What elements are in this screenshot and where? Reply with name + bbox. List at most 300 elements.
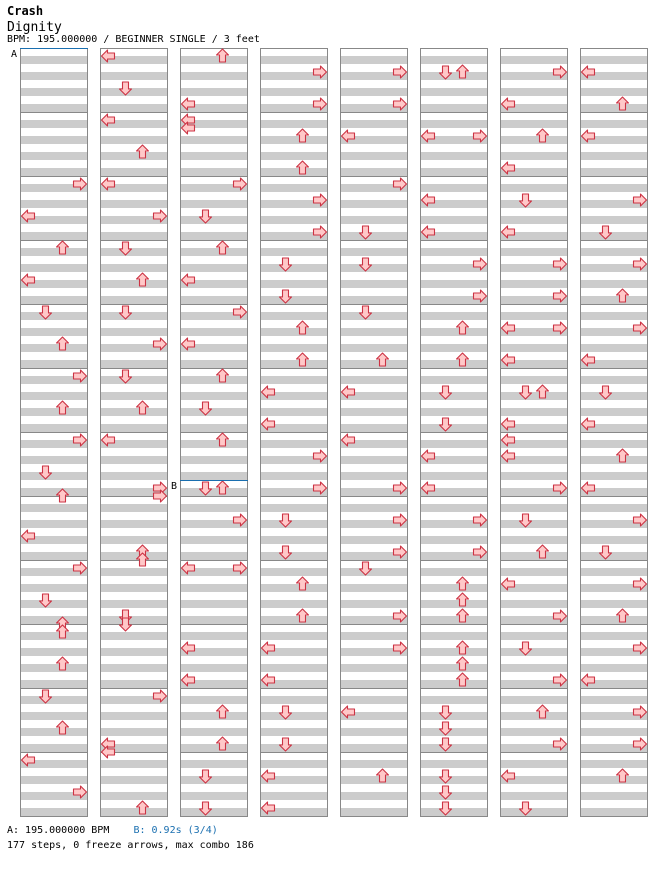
measure-stripe-light [100, 672, 168, 680]
measure-stripe-dark [340, 744, 408, 752]
measure-stripe-dark [180, 440, 248, 448]
measure-stripe-light [500, 496, 568, 504]
measure-stripe-light [100, 528, 168, 536]
measure-stripe-light [420, 688, 488, 696]
measure-stripe-dark [420, 472, 488, 480]
measure-stripe-light [260, 736, 328, 744]
measure-stripe-light [180, 432, 248, 440]
legend-line [7, 825, 218, 836]
measure-stripe-dark [180, 696, 248, 704]
measure-stripe-light [20, 736, 88, 744]
measure-stripe-light [180, 688, 248, 696]
measure-stripe-light [180, 288, 248, 296]
measure-stripe-light [100, 320, 168, 328]
measure-stripe-light [260, 288, 328, 296]
measure-stripe-light [180, 576, 248, 584]
measure-stripe-light [180, 704, 248, 712]
measure-stripe-light [420, 496, 488, 504]
measure-stripe-dark [340, 328, 408, 336]
measure-stripe-light [100, 800, 168, 808]
measure-stripe-light [100, 400, 168, 408]
measure-stripe-dark [180, 232, 248, 240]
measure-stripe-dark [260, 600, 328, 608]
measure-stripe-light [180, 240, 248, 248]
measure-stripe-dark [580, 664, 648, 672]
measure-stripe-light [20, 512, 88, 520]
measure-stripe-light [500, 144, 568, 152]
legend-a: A: 195.000000 BPM [7, 825, 110, 836]
measure-stripe-light [340, 752, 408, 760]
measure-stripe-dark [20, 552, 88, 560]
measure-stripe-dark [340, 632, 408, 640]
measure-stripe-light [580, 688, 648, 696]
measure-stripe-light [420, 416, 488, 424]
measure-stripe-light [340, 736, 408, 744]
measure-stripe-light [500, 128, 568, 136]
measure-stripe-light [420, 80, 488, 88]
measure-stripe-light [580, 656, 648, 664]
measure-stripe-light [580, 384, 648, 392]
measure-stripe-light [180, 528, 248, 536]
measure-stripe-light [100, 128, 168, 136]
measure-stripe-light [340, 256, 408, 264]
measure-stripe-dark [580, 248, 648, 256]
measure-stripe-dark [340, 264, 408, 272]
measure-stripe-dark [500, 136, 568, 144]
measure-stripe-dark [100, 776, 168, 784]
measure-stripe-light [500, 704, 568, 712]
measure-stripe-dark [260, 760, 328, 768]
measure-stripe-dark [340, 408, 408, 416]
measure-stripe-dark [340, 312, 408, 320]
measure-stripe-dark [20, 344, 88, 352]
measure-stripe-dark [180, 168, 248, 176]
measure-stripe-light [260, 576, 328, 584]
measure-stripe-dark [20, 72, 88, 80]
measure-stripe-light [340, 560, 408, 568]
measure-stripe-light [420, 768, 488, 776]
measure-stripe-dark [420, 568, 488, 576]
measure-stripe-dark [20, 168, 88, 176]
measure-stripe-light [580, 224, 648, 232]
measure-stripe-light [260, 464, 328, 472]
measure-stripe-dark [20, 120, 88, 128]
measure-stripe-dark [580, 232, 648, 240]
measure-stripe-light [180, 768, 248, 776]
measure-stripe-dark [500, 152, 568, 160]
measure-stripe-dark [180, 200, 248, 208]
measure-stripe-light [260, 704, 328, 712]
measure-stripe-dark [180, 328, 248, 336]
measure-stripe-light [420, 704, 488, 712]
measure-stripe-dark [580, 472, 648, 480]
measure-stripe-light [100, 256, 168, 264]
measure-stripe-dark [100, 456, 168, 464]
measure-stripe-light [580, 528, 648, 536]
measure-stripe-dark [100, 376, 168, 384]
measure-stripe-light [500, 368, 568, 376]
measure-stripe-light [260, 720, 328, 728]
measure-stripe-dark [180, 600, 248, 608]
measure-stripe-light [580, 336, 648, 344]
measure-stripe-light [180, 720, 248, 728]
measure-stripe-light [500, 512, 568, 520]
measure-stripe-light [340, 576, 408, 584]
marker-label: A [11, 49, 18, 60]
measure-stripe-dark [340, 728, 408, 736]
measure-stripe-dark [100, 568, 168, 576]
measure-stripe-light [20, 112, 88, 120]
measure-stripe-light [100, 304, 168, 312]
measure-stripe-light [180, 400, 248, 408]
chart-info: BPM: 195.000000 / BEGINNER SINGLE / 3 feet [7, 34, 260, 45]
measure-stripe-dark [180, 72, 248, 80]
measure-stripe-dark [100, 360, 168, 368]
measure-stripe-light [420, 640, 488, 648]
measure-stripe-dark [500, 376, 568, 384]
measure-stripe-dark [340, 216, 408, 224]
measure-stripe-dark [20, 136, 88, 144]
measure-stripe-dark [180, 216, 248, 224]
measure-stripe-dark [500, 568, 568, 576]
measure-stripe-light [260, 320, 328, 328]
measure-stripe-light [580, 288, 648, 296]
measure-stripe-dark [20, 232, 88, 240]
measure-stripe-dark [180, 264, 248, 272]
measure-stripe-dark [20, 248, 88, 256]
measure-stripe-dark [260, 152, 328, 160]
measure-stripe-light [20, 544, 88, 552]
measure-stripe-dark [260, 712, 328, 720]
measure-stripe-light [100, 272, 168, 280]
measure-stripe-dark [580, 296, 648, 304]
measure-stripe-dark [580, 280, 648, 288]
measure-stripe-light [260, 144, 328, 152]
measure-stripe-light [340, 240, 408, 248]
measure-stripe-light [100, 464, 168, 472]
measure-stripe-light [20, 800, 88, 808]
measure-stripe-light [420, 400, 488, 408]
measure-stripe-light [20, 688, 88, 696]
measure-stripe-light [340, 272, 408, 280]
measure-stripe-light [100, 80, 168, 88]
measure-stripe-dark [100, 408, 168, 416]
measure-stripe-light [20, 624, 88, 632]
measure-stripe-light [180, 256, 248, 264]
measure-stripe-dark [260, 280, 328, 288]
measure-stripe-dark [580, 88, 648, 96]
measure-stripe-light [580, 160, 648, 168]
measure-stripe-dark [260, 312, 328, 320]
measure-stripe-light [340, 672, 408, 680]
measure-stripe-dark [180, 360, 248, 368]
measure-stripe-light [180, 416, 248, 424]
measure-stripe-light [340, 768, 408, 776]
measure-stripe-light [340, 160, 408, 168]
measure-stripe-light [500, 272, 568, 280]
measure-stripe-dark [340, 696, 408, 704]
measure-stripe-light [20, 336, 88, 344]
measure-stripe-light [340, 592, 408, 600]
measure-stripe-dark [340, 584, 408, 592]
measure-stripe-dark [180, 456, 248, 464]
measure-stripe-light [260, 592, 328, 600]
measure-stripe-light [340, 80, 408, 88]
measure-stripe-light [260, 240, 328, 248]
measure-stripe-light [260, 512, 328, 520]
measure-stripe-dark [340, 248, 408, 256]
measure-stripe-dark [500, 200, 568, 208]
measure-stripe-dark [20, 472, 88, 480]
measure-stripe-light [580, 560, 648, 568]
measure-stripe-light [260, 608, 328, 616]
measure-stripe-light [420, 144, 488, 152]
measure-stripe-light [420, 176, 488, 184]
measure-stripe-light [340, 448, 408, 456]
measure-stripe-light [20, 96, 88, 104]
measure-stripe-light [100, 288, 168, 296]
measure-stripe-dark [340, 600, 408, 608]
measure-stripe-dark [20, 808, 88, 816]
measure-stripe-light [180, 592, 248, 600]
measure-stripe-dark [20, 680, 88, 688]
measure-stripe-light [20, 256, 88, 264]
measure-stripe-light [580, 464, 648, 472]
measure-stripe-light [100, 576, 168, 584]
measure-stripe-light [20, 384, 88, 392]
measure-stripe-dark [20, 456, 88, 464]
measure-stripe-dark [180, 488, 248, 496]
measure-stripe-dark [260, 216, 328, 224]
measure-stripe-dark [580, 120, 648, 128]
measure-stripe-dark [580, 152, 648, 160]
measure-stripe-dark [180, 808, 248, 816]
measure-stripe-dark [420, 72, 488, 80]
measure-stripe-light [340, 800, 408, 808]
measure-stripe-dark [20, 312, 88, 320]
measure-stripe-dark [340, 808, 408, 816]
measure-stripe-light [180, 752, 248, 760]
measure-stripe-dark [500, 600, 568, 608]
measure-stripe-dark [260, 184, 328, 192]
measure-stripe-light [500, 240, 568, 248]
measure-stripe-dark [260, 376, 328, 384]
measure-stripe-dark [180, 760, 248, 768]
measure-stripe-dark [180, 56, 248, 64]
measure-stripe-light [500, 784, 568, 792]
measure-stripe-dark [580, 808, 648, 816]
measure-stripe-light [580, 112, 648, 120]
measure-stripe-dark [420, 776, 488, 784]
measure-stripe-light [420, 272, 488, 280]
measure-stripe-light [20, 192, 88, 200]
measure-stripe-light [20, 672, 88, 680]
measure-stripe-dark [260, 248, 328, 256]
measure-stripe-dark [180, 792, 248, 800]
measure-stripe-light [420, 112, 488, 120]
measure-stripe-dark [100, 232, 168, 240]
measure-stripe-light [180, 64, 248, 72]
measure-stripe-dark [180, 504, 248, 512]
measure-stripe-dark [20, 200, 88, 208]
measure-stripe-dark [20, 776, 88, 784]
measure-stripe-dark [340, 424, 408, 432]
measure-stripe-light [500, 80, 568, 88]
measure-stripe-light [580, 496, 648, 504]
measure-stripe-dark [420, 152, 488, 160]
marker-label: B [171, 481, 178, 492]
measure-stripe-light [340, 48, 408, 56]
measure-stripe-light [340, 656, 408, 664]
measure-stripe-dark [100, 168, 168, 176]
measure-stripe-light [420, 432, 488, 440]
measure-stripe-light [340, 208, 408, 216]
measure-stripe-light [420, 96, 488, 104]
measure-stripe-dark [580, 600, 648, 608]
measure-stripe-light [180, 208, 248, 216]
measure-stripe-light [100, 448, 168, 456]
measure-stripe-dark [100, 632, 168, 640]
measure-stripe-light [420, 672, 488, 680]
measure-stripe-light [100, 224, 168, 232]
measure-stripe-light [100, 160, 168, 168]
measure-stripe-light [180, 192, 248, 200]
measure-stripe-dark [20, 424, 88, 432]
measure-stripe-dark [260, 696, 328, 704]
measure-stripe-light [500, 384, 568, 392]
measure-stripe-dark [100, 712, 168, 720]
measure-stripe-light [580, 752, 648, 760]
measure-stripe-dark [580, 216, 648, 224]
measure-stripe-dark [20, 360, 88, 368]
measure-stripe-dark [340, 664, 408, 672]
measure-stripe-dark [580, 56, 648, 64]
measure-stripe-dark [180, 728, 248, 736]
measure-stripe-light [20, 480, 88, 488]
measure-stripe-light [260, 432, 328, 440]
measure-stripe-light [420, 304, 488, 312]
measure-stripe-dark [340, 360, 408, 368]
measure-stripe-light [20, 80, 88, 88]
measure-stripe-light [420, 656, 488, 664]
measure-stripe-dark [580, 728, 648, 736]
measure-stripe-dark [260, 264, 328, 272]
measure-stripe-light [420, 608, 488, 616]
measure-stripe-dark [260, 792, 328, 800]
measure-stripe-dark [180, 136, 248, 144]
measure-stripe-light [580, 768, 648, 776]
measure-stripe-dark [500, 392, 568, 400]
measure-stripe-light [260, 752, 328, 760]
measure-stripe-light [260, 176, 328, 184]
measure-stripe-dark [340, 504, 408, 512]
measure-stripe-dark [420, 408, 488, 416]
measure-stripe-light [340, 400, 408, 408]
measure-stripe-dark [420, 280, 488, 288]
measure-stripe-dark [420, 120, 488, 128]
measure-stripe-dark [420, 680, 488, 688]
measure-stripe-dark [420, 648, 488, 656]
measure-stripe-light [340, 688, 408, 696]
measure-stripe-light [20, 48, 88, 56]
measure-stripe-dark [180, 552, 248, 560]
measure-stripe-dark [20, 584, 88, 592]
measure-stripe-light [20, 400, 88, 408]
measure-stripe-light [580, 448, 648, 456]
measure-stripe-dark [340, 280, 408, 288]
measure-stripe-light [580, 624, 648, 632]
measure-stripe-dark [500, 648, 568, 656]
measure-stripe-light [100, 624, 168, 632]
measure-stripe-light [500, 720, 568, 728]
measure-stripe-dark [340, 456, 408, 464]
measure-stripe-dark [500, 696, 568, 704]
measure-stripe-light [20, 464, 88, 472]
measure-stripe-light [100, 416, 168, 424]
measure-stripe-light [180, 448, 248, 456]
measure-stripe-dark [580, 440, 648, 448]
measure-stripe-dark [580, 312, 648, 320]
measure-stripe-light [340, 624, 408, 632]
measure-stripe-light [420, 384, 488, 392]
measure-stripe-dark [260, 88, 328, 96]
measure-stripe-light [260, 544, 328, 552]
measure-stripe-dark [500, 120, 568, 128]
measure-stripe-light [580, 80, 648, 88]
measure-stripe-dark [260, 296, 328, 304]
measure-stripe-dark [420, 360, 488, 368]
measure-stripe-light [100, 608, 168, 616]
measure-stripe-dark [420, 728, 488, 736]
measure-stripe-light [500, 400, 568, 408]
measure-stripe-dark [180, 744, 248, 752]
measure-stripe-light [500, 640, 568, 648]
measure-stripe-dark [500, 712, 568, 720]
measure-stripe-light [580, 544, 648, 552]
measure-stripe-dark [180, 376, 248, 384]
measure-stripe-dark [340, 536, 408, 544]
measure-stripe-dark [100, 584, 168, 592]
measure-stripe-light [100, 768, 168, 776]
legend-b: B: 0.92s (3/4) [133, 825, 218, 836]
measure-stripe-light [260, 784, 328, 792]
measure-stripe-light [260, 560, 328, 568]
measure-stripe-light [420, 352, 488, 360]
measure-stripe-dark [260, 728, 328, 736]
measure-stripe-light [100, 560, 168, 568]
measure-stripe-light [260, 656, 328, 664]
measure-stripe-dark [340, 296, 408, 304]
measure-stripe-dark [20, 600, 88, 608]
measure-stripe-light [180, 800, 248, 808]
measure-stripe-light [100, 192, 168, 200]
measure-stripe-dark [500, 248, 568, 256]
measure-stripe-dark [180, 408, 248, 416]
measure-stripe-dark [260, 536, 328, 544]
measure-stripe-light [340, 496, 408, 504]
measure-stripe-dark [260, 136, 328, 144]
measure-stripe-light [260, 528, 328, 536]
measure-stripe-dark [180, 632, 248, 640]
measure-stripe-light [500, 624, 568, 632]
measure-stripe-light [20, 496, 88, 504]
measure-stripe-light [500, 800, 568, 808]
measure-stripe-light [180, 48, 248, 56]
measure-stripe-dark [100, 616, 168, 624]
measure-stripe-light [100, 704, 168, 712]
measure-stripe-dark [20, 728, 88, 736]
measure-stripe-dark [420, 312, 488, 320]
